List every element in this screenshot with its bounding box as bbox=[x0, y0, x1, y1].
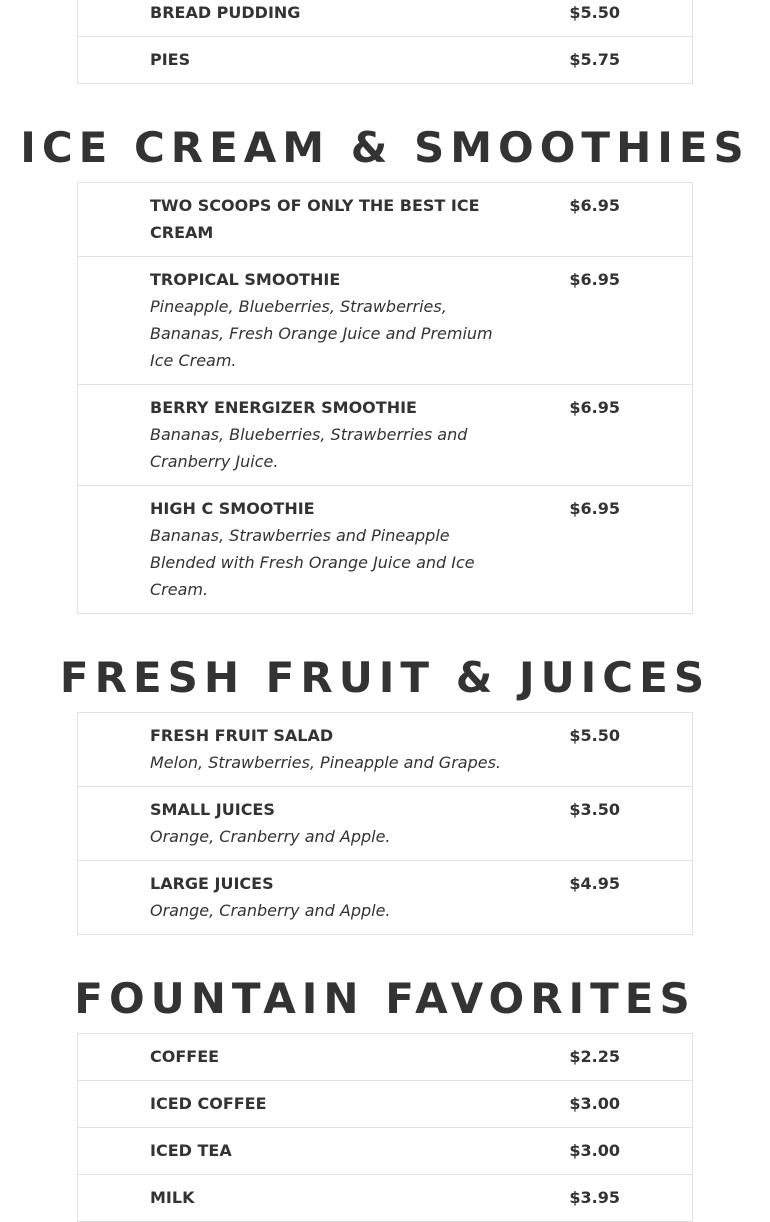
section-title: FOUNTAIN FAVORITES bbox=[74, 974, 696, 1023]
item-name: HIGH C SMOOTHIE bbox=[150, 499, 315, 518]
section-fresh-fruit-juices bbox=[0, 614, 770, 935]
menu-item bbox=[78, 1034, 692, 1080]
menu-table bbox=[77, 0, 693, 84]
item-price: $6.95 bbox=[569, 270, 620, 289]
item-description: Bananas, Blueberries, Strawberries and Cranberry Juice. bbox=[150, 425, 468, 471]
menu-item bbox=[78, 860, 692, 934]
item-name: ICED TEA bbox=[150, 1141, 232, 1160]
item-description: Orange, Cranberry and Apple. bbox=[150, 827, 391, 846]
menu-item bbox=[78, 1127, 692, 1174]
menu-item bbox=[78, 384, 692, 485]
section-title: ICE CREAM & SMOOTHIES bbox=[20, 123, 750, 172]
menu-item bbox=[78, 183, 692, 256]
item-description: Pineapple, Blueberries, Strawberries, Bananas, Fresh Orange Juice and Premium Ice Cream. bbox=[150, 297, 493, 370]
item-price: $5.50 bbox=[569, 726, 620, 745]
item-name: PIES bbox=[150, 50, 191, 69]
menu-item bbox=[78, 0, 692, 36]
item-name: SMALL JUICES bbox=[150, 800, 275, 819]
item-price: $4.95 bbox=[569, 874, 620, 893]
item-price: $2.25 bbox=[569, 1047, 620, 1066]
item-price: $6.95 bbox=[569, 499, 620, 518]
item-price: $6.95 bbox=[569, 398, 620, 417]
menu-table bbox=[77, 712, 693, 935]
item-name: ICED COFFEE bbox=[150, 1094, 267, 1113]
item-name: TWO SCOOPS OF ONLY THE BEST ICE CREAM bbox=[150, 196, 480, 242]
menu-item bbox=[78, 786, 692, 860]
item-price: $3.00 bbox=[569, 1141, 620, 1160]
item-name: BERRY ENERGIZER SMOOTHIE bbox=[150, 398, 417, 417]
item-description: Orange, Cranberry and Apple. bbox=[150, 901, 391, 920]
section-ice-cream-smoothies bbox=[0, 84, 770, 614]
menu-item bbox=[78, 1174, 692, 1221]
item-name: MILK bbox=[150, 1188, 195, 1207]
item-name: BREAD PUDDING bbox=[150, 3, 301, 22]
menu-item bbox=[78, 256, 692, 384]
item-price: $5.75 bbox=[569, 50, 620, 69]
item-description: Melon, Strawberries, Pineapple and Grapes. bbox=[150, 753, 502, 772]
item-description: Bananas, Strawberries and Pineapple Blended with Fresh Orange Juice and Ice Cream. bbox=[150, 526, 475, 599]
menu-item bbox=[78, 713, 692, 786]
menu-item bbox=[78, 1080, 692, 1127]
item-name: LARGE JUICES bbox=[150, 874, 274, 893]
item-price: $6.95 bbox=[569, 196, 620, 215]
item-name: TROPICAL SMOOTHIE bbox=[150, 270, 341, 289]
item-name: COFFEE bbox=[150, 1047, 220, 1066]
menu-table bbox=[77, 182, 693, 614]
item-price: $3.00 bbox=[569, 1094, 620, 1113]
item-price: $5.50 bbox=[569, 3, 620, 22]
menu-item bbox=[78, 36, 692, 83]
menu-item bbox=[78, 485, 692, 613]
section-fountain-favorites bbox=[0, 935, 770, 1222]
menu-table bbox=[77, 1033, 693, 1222]
item-name: FRESH FRUIT SALAD bbox=[150, 726, 334, 745]
section-title: FRESH FRUIT & JUICES bbox=[59, 653, 711, 702]
item-price: $3.95 bbox=[569, 1188, 620, 1207]
section-desserts bbox=[0, 0, 770, 84]
item-price: $3.50 bbox=[569, 800, 620, 819]
